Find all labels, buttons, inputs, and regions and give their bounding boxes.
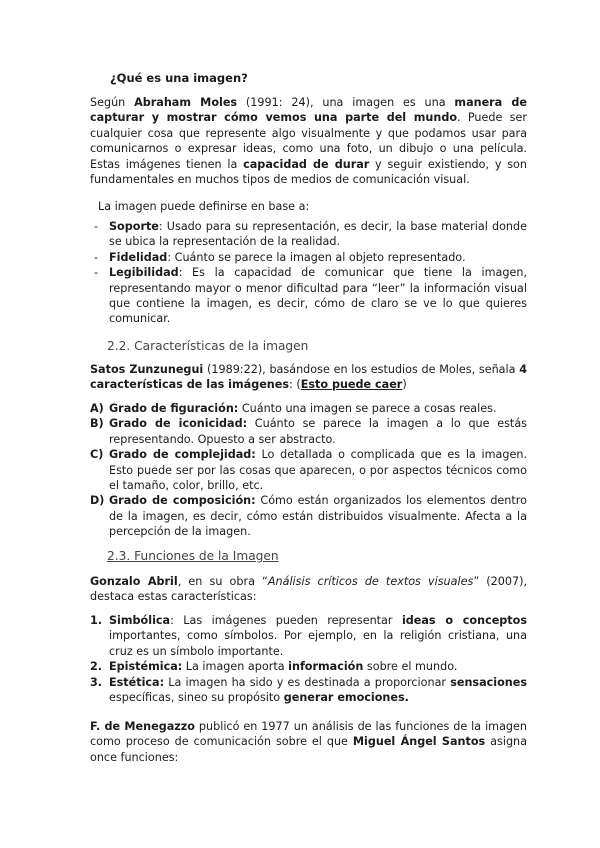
list-item-iconicidad: B) Grado de iconicidad: Cuánto se parece la imagen a lo que estás representando. Opuesto a ser abstracto. [90,417,528,446]
paragraph-abril: Gonzalo Abril, en su obra “Análisis críticos de textos visuales” (2007), destaca estas características: [90,575,527,604]
paragraph-moles: Según Abraham Moles (1991: 24), una imagen es una manera de capturar y mostrar cómo vemos una parte del mundo. Puede ser cualquier cosa que represente algo visualmente y que podamos usar para comunicarnos o expresar ideas, como una foto, un dibujo o una película. Estas imágenes tienen la capacidad de durar y seguir existiendo, y son fundamentales en muchos tipos de medios de comunicación visual. [90,96,527,187]
list-item-estetica: 3. Estética: La imagen ha sido y es destinada a proporcionar sensaciones específicas, sineo su propósito generar emociones. [90,675,527,705]
section-heading-funciones: 2.3. Funciones de la Imagen [107,549,279,563]
paragraph-zunzunegui: Satos Zunzunegui (1989:22), basándose en los estudios de Moles, señala 4 características de las imágenes: (Esto puede caer) [90,363,528,392]
list-item-complejidad: C) Grado de complejidad: Lo detallada o complicada que es la imagen. Esto puede ser por las cosas que aparecen, o por aspectos técnicos como el tamaño, color, brillo, etc. [90,448,527,493]
section-heading-caracteristicas: 2.2. Características de la imagen [107,339,309,353]
list-item-epistemica: 2. Epistémica: La imagen aporta información sobre el mundo. [90,660,458,674]
functions-list [90,613,527,705]
list-item-composicion: D) Grado de composición: Cómo están organizados los elementos dentro de la imagen, es decir, cómo están distribuidos visualmente. Afecta a la percepción de la imagen. [90,494,527,539]
list-item-figuracion: A) Grado de figuración: Cuánto una imagen se parece a cosas reales. [90,402,497,415]
list-item-legibilidad: - Legibilidad: Es la capacidad de comunicar que tiene la imagen, representando mayor o menor dificultad para “leer” la información visual que contiene la imagen, es decir, cómo de claro se ve lo que quieres comunicar. [90,265,527,327]
paragraph-menegazzo: F. de Menegazzo publicó en 1977 un análisis de las funciones de la imagen como proceso de comunicación sobre el que Miguel Ángel Santos asigna once funciones: [90,720,527,764]
characteristics-list [90,401,527,540]
list-item-soporte: - Soporte: Usado para su representación, es decir, la base material donde se ubica la representación de la realidad. [90,219,527,250]
definition-list [90,219,527,327]
list-item-fidelidad: - Fidelidad: Cuánto se parece la imagen al objeto representado. [90,250,527,265]
intro-definition: La imagen puede definirse en base a: [98,200,310,213]
list-item-simbolica: 1. Simbólica: Las imágenes pueden representar ideas o conceptos importantes, como símbolos. Por ejemplo, en la religión cristiana, una cruz es un símbolo importante. [90,614,527,658]
heading-que-es-imagen: ¿Qué es una imagen? [110,71,248,85]
exam-note: Esto puede caer [300,378,403,392]
